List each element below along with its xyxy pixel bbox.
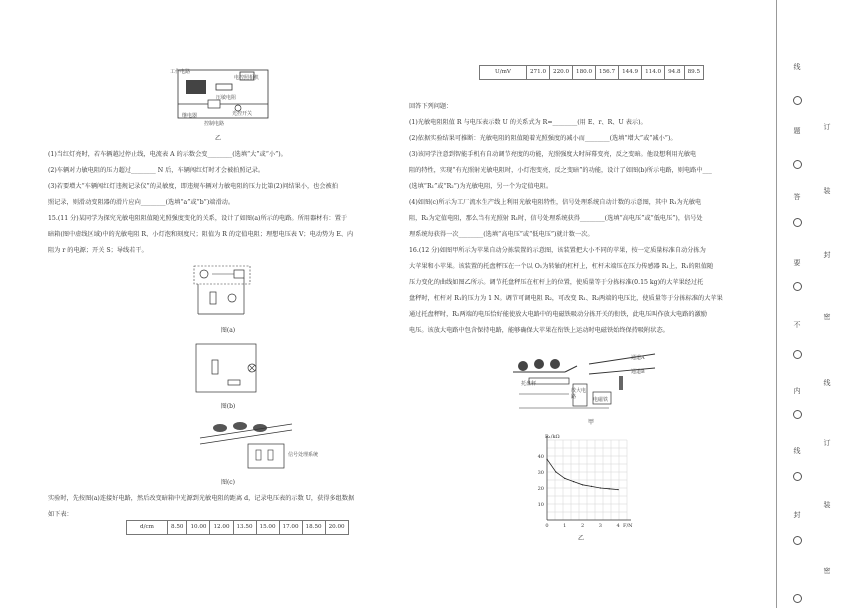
figure-caption-yi: 乙: [577, 535, 584, 542]
fig-c-label: 信号处理系统: [288, 452, 319, 458]
binding-char: 内: [793, 387, 801, 395]
data-point: [564, 478, 565, 479]
binding-circle: [793, 350, 802, 359]
binding-char: 订: [823, 123, 831, 131]
question-text: (2)车辆对力敏电阻的压力超过________ N 后，车辆闯红灯时才会被拍照记录。: [48, 167, 265, 174]
question-text: 15.(11 分)某同学为探究光敏电阻阻值随光照强度变化的关系，设计了如图(a)所示的电路。所用器材有：置于: [48, 215, 348, 222]
question-text: 大苹果和小苹果。该装置的托盘秤压在一个以 O₁为转轴的杠杆上，杠杆末端压在压力传感器 R₁上，R₁的阻值随: [409, 263, 714, 270]
y-tick-label: 40: [537, 454, 544, 460]
y-axis-label: R₁/kΩ: [545, 434, 560, 440]
binding-char: 密: [823, 313, 831, 321]
data-table-d: [126, 520, 349, 535]
question-text: 阻为 r 的电源；开关 S；导线若干。: [48, 247, 148, 254]
y-tick-label: 20: [537, 486, 544, 492]
circuit-figure-b-lamp: [188, 340, 268, 398]
fig-label-amp: 放大电路: [571, 388, 587, 400]
binding-circle: [793, 472, 802, 481]
binding-char: 密: [823, 567, 831, 575]
table-cell-d: 8.50: [168, 521, 187, 535]
binding-char: 要: [793, 259, 801, 267]
conveyor-figure-c: [196, 414, 316, 474]
binding-char: 答: [793, 193, 801, 201]
data-point: [582, 484, 583, 485]
binding-circle: [793, 594, 802, 603]
question-text: 暗箱(图中虚线区域)中的光敏电阻 R、小灯泡和刻度尺；阻值为 R 的定值电阻；理想电压表 V；电动势为 E、内: [48, 231, 354, 238]
data-table-u: [479, 65, 704, 80]
x-tick-label: 4: [616, 523, 620, 529]
y-tick-label: 10: [537, 502, 544, 508]
table-cell-d: 10.00: [187, 521, 210, 535]
table-cell-u: 180.0: [573, 66, 596, 80]
question-text: (3)该同学注意到智能手机有自动调节亮度的功能，光照强度大时屏幕变亮，反之变暗。他设想利用光敏电: [409, 151, 697, 158]
binding-char: 封: [793, 511, 801, 519]
resistance-force-chart: [527, 432, 637, 532]
x-axis-label: F/N: [623, 523, 633, 529]
fig-label-camera: 电控照相机: [234, 75, 260, 81]
fig-label-relay: 继电器: [182, 113, 198, 119]
binding-char: 题: [793, 127, 801, 135]
question-text: 阻的特性，实现“有光照射光敏电阻时，小灯泡变亮，反之变暗”的功能，设计了如图(b)所示电路，则电路中___: [409, 167, 712, 174]
binding-circle: [793, 282, 802, 291]
x-tick-label: 3: [598, 523, 602, 529]
table-cell-u: 220.0: [550, 66, 573, 80]
fig-label-switch: 光控开关: [232, 111, 253, 117]
question-text: 阻，R₂为定值电阻，那么当有光照射 R₁时，信号处理系统获得________(选填“高电压”或“低电压”)，信号处: [409, 215, 703, 222]
table-cell-u: 114.0: [642, 66, 665, 80]
fig-label-iron: 电磁铁: [593, 397, 609, 403]
question-text: 实验时，先按图(a)连接好电路，然后改变暗箱中光源到光敏电阻的距离 d，记录电压表的示数 U，获得多组数据: [48, 495, 355, 502]
table-cell-d: 12.00: [210, 521, 233, 535]
figure-caption-b: 图(b): [220, 403, 236, 410]
binding-char: 封: [823, 251, 831, 259]
x-tick-label: 2: [580, 523, 585, 529]
question-text: 压力变化的曲线如图乙所示。调节托盘秤压在杠杆上的位置，使质量等于分拣标准(0.15 kg)的大苹果经过托: [409, 279, 704, 286]
table-header-d: d/cm: [127, 521, 168, 535]
fig-label-piezo: 压敏电阻: [216, 95, 237, 101]
question-text: 16.(12 分)如图甲所示为苹果自动分拣装置的示意图，该装置把大小不同的苹果，按一定质量标准自动分拣为: [409, 247, 706, 254]
fig-label-work-circuit: 工作电路: [170, 69, 191, 75]
binding-char: 装: [823, 187, 831, 195]
data-point: [609, 488, 610, 489]
data-point: [618, 489, 619, 490]
binding-circle: [793, 536, 802, 545]
data-point: [546, 459, 547, 460]
question-text: (2)依据实验结果可推断：光敏电阻的阻值随着光照强度的减小而________(选填“增大”或“减小”)。: [409, 135, 677, 142]
binding-circle: [793, 218, 802, 227]
table-cell-u: 144.9: [619, 66, 642, 80]
circuit-figure-a: [188, 262, 268, 322]
binding-char: 线: [793, 63, 801, 71]
data-point: [600, 487, 601, 488]
data-point: [591, 486, 592, 487]
figure-caption-top: 乙: [214, 135, 221, 142]
y-tick-label: 30: [537, 470, 544, 476]
binding-circle: [793, 160, 802, 169]
question-text: 如下表：: [48, 511, 73, 518]
answer-intro: 回答下列问题：: [409, 103, 453, 110]
figure-caption-c: 图(c): [220, 479, 236, 486]
x-tick-label: 1: [563, 523, 567, 529]
fig-label-channel-a: 通道A: [631, 355, 645, 361]
question-text: 照记录，则滑动变阻器的滑片应向________(选填“a”或“b”)端滑动。: [48, 199, 235, 206]
table-cell-d: 13.50: [233, 521, 256, 535]
table-cell-u: 94.8: [665, 66, 684, 80]
x-tick-label: 0: [545, 523, 549, 529]
question-text: (4)如图(c)所示为工厂流水生产线上利用光敏电阻特性，信号处理系统自动计数的示意图，其中 R₁为光敏电: [409, 199, 702, 206]
fig-label-control: 控制电路: [204, 121, 225, 127]
binding-char: 不: [793, 321, 801, 329]
figure-caption-a: 图(a): [220, 327, 236, 334]
data-point: [555, 471, 556, 472]
table-header-u: U/mV: [480, 66, 527, 80]
figure-caption-jia: 甲: [587, 419, 594, 426]
table-cell-u: 89.5: [684, 66, 703, 80]
question-text: 电压。该放大电路中包含保持电路，能够确保大苹果在衔铁上运动时电磁铁始终保持吸附状态。: [409, 327, 669, 334]
question-text: 通过托盘秤时，R₂两端的电压恰好能使放大电路中的电磁铁吸动分拣开关的衔铁，此电压叫作放大电路的激励: [409, 311, 707, 318]
binding-char: 线: [823, 379, 831, 387]
binding-margin: [776, 0, 860, 608]
question-text: (1)光敏电阻阻值 R 与电压表示数 U 的关系式为 R=________(用 E、r、R、U 表示)。: [409, 119, 647, 126]
table-cell-u: 156.7: [596, 66, 619, 80]
binding-circle: [793, 96, 802, 105]
binding-char: 订: [823, 439, 831, 447]
question-text: 理系统每获得一次________(选填“高电压”或“低电压”)就计数一次。: [409, 231, 594, 238]
question-text: (选填“R₁”或“R₂”)为光敏电阻，另一个为定值电阻。: [409, 183, 553, 190]
question-text: 盘秤时，杠杆对 R₁的压力为 1 N。调节可调电阻 R₂，可改变 R₁、R₂两端的电压比，使质量等于分拣标准的大苹果: [409, 295, 723, 302]
binding-char: 装: [823, 501, 831, 509]
fig-label-channel-b: 通道B: [631, 369, 645, 375]
binding-char: 线: [793, 447, 801, 455]
table-cell-d: 18.50: [302, 521, 325, 535]
table-cell-d: 15.00: [256, 521, 279, 535]
binding-circle: [793, 410, 802, 419]
table-cell-d: 20.00: [325, 521, 348, 535]
table-cell-d: 17.00: [279, 521, 302, 535]
table-cell-u: 271.0: [527, 66, 550, 80]
question-text: (1)当红灯亮时，若车辆越过停止线，电流表 A 的示数会变________(选填“大”或“小”)。: [48, 151, 287, 158]
fig-label-tray: 托盘秤: [521, 381, 537, 387]
data-point: [573, 481, 574, 482]
question-text: (3)若要增大“车辆闯红灯违规记录仪”的灵敏度，即违规车辆对力敏电阻的压力比第(2)问结果小，也会被拍: [48, 183, 338, 190]
